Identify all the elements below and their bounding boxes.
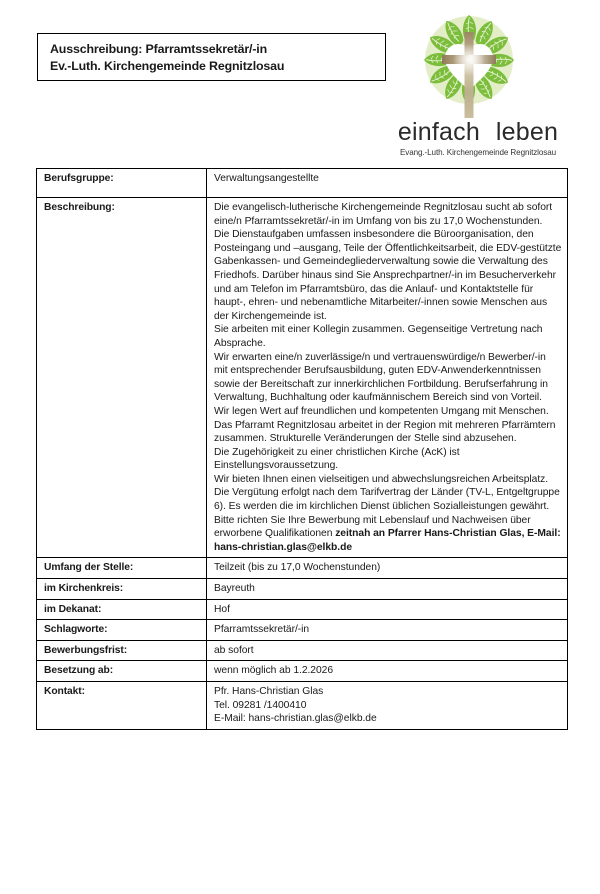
table-row-dekanat	[37, 599, 568, 620]
value-schlagworte: Pfarramtssekretär/-in	[207, 620, 568, 641]
logo-emblem-icon	[415, 10, 523, 118]
value-kirchenkreis: Bayreuth	[207, 579, 568, 600]
logo-subtitle: Evang.-Luth. Kirchengemeinde Regnitzlosau	[399, 148, 557, 157]
job-posting-title-box	[37, 33, 386, 81]
desc-paragraph-application	[214, 514, 562, 555]
table-row-berufsgruppe	[37, 169, 568, 198]
table-row-bewerbungsfrist	[37, 640, 568, 661]
desc-paragraph-1: Die evangelisch-lutherische Kirchengemeinde Regnitzlosau sucht ab sofort eine/n Pfarramtssekretär/-in im Umfang von bis zu 17,0 Wochenstunden.	[214, 202, 553, 227]
contact-phone: Tel. 09281 /1400410	[214, 699, 307, 711]
table-row-umfang	[37, 558, 568, 579]
value-bewerbungsfrist: ab sofort	[207, 640, 568, 661]
label-bewerbungsfrist: Bewerbungsfrist:	[37, 640, 207, 661]
logo-word-einfach: einfach	[397, 118, 480, 146]
page-header	[0, 0, 600, 160]
logo-wordmark	[383, 118, 573, 146]
label-besetzung: Besetzung ab:	[37, 661, 207, 682]
value-umfang: Teilzeit (bis zu 17,0 Wochenstunden)	[207, 558, 568, 579]
application-text-plain: Bitte richten Sie Ihre Bewerbung mit Lebenslauf und Nachweisen über erworbene Qualifikationen	[214, 514, 531, 540]
table-row-kirchenkreis	[37, 579, 568, 600]
table-row-schlagworte	[37, 620, 568, 641]
church-logo	[383, 10, 573, 160]
logo-word-leben: leben	[495, 118, 559, 146]
value-beschreibung	[207, 198, 568, 558]
label-schlagworte: Schlagworte:	[37, 620, 207, 641]
desc-paragraph-4: Wir erwarten eine/n zuverlässige/n und vertrauenswürdige/n Bewerber/-in mit entsprechender Berufsausbildung, guten EDV-Anwenderkenntnissen sowie der Bereitschaft zur innerkirchlichen Fortbildung. Berufserfahrung in Verwaltung, Buchhaltung oder kaufmännischem Bereich sind von Vorteil.	[214, 351, 548, 404]
value-berufsgruppe: Verwaltungsangestellte	[207, 169, 568, 198]
desc-paragraph-5: Wir legen Wert auf freundlichen und kompetenten Umgang mit Menschen.	[214, 405, 549, 417]
value-kontakt	[207, 682, 568, 730]
page-title-line-2: Ev.-Luth. Kirchengemeinde Regnitzlosau	[50, 58, 285, 73]
table-row-beschreibung	[37, 198, 568, 558]
table-row-besetzung	[37, 661, 568, 682]
label-kirchenkreis: im Kirchenkreis:	[37, 579, 207, 600]
job-details-table	[36, 168, 568, 730]
application-text-bold: zeitnah an Pfarrer Hans-Christian Glas, E-Mail: hans-christian.glas@elkb.de	[214, 528, 561, 553]
desc-paragraph-2: Die Dienstaufgaben umfassen insbesondere die Büroorganisation, den Posteingang und –ausgang, Teile der Öffentlichkeitsarbeit, die EDV-gestützte Gabenkassen- und Gemeindegliederverwaltung sowie die Verwaltung des Friedhofs. Darüber hinaus sind Sie Ansprechpartner/-in im Besucherverkehr und am Telefon im Pfarramtsbüro, das die Anlauf- und Kontaktstelle für haupt-, ehren- und nebenamtliche Mitarbeiter/-innen sowie Menschen aus der Kirchengemeinde ist.	[214, 229, 562, 322]
desc-paragraph-6: Das Pfarramt Regnitzlosau arbeitet in der Region mit mehreren Pfarrämtern zusammen. Strukturelle Veränderungen der Stelle sind abzusehen.	[214, 419, 556, 445]
label-berufsgruppe: Berufsgruppe:	[37, 169, 207, 198]
label-umfang: Umfang der Stelle:	[37, 558, 207, 579]
label-beschreibung: Beschreibung:	[37, 198, 207, 558]
label-kontakt: Kontakt:	[37, 682, 207, 730]
desc-paragraph-3: Sie arbeiten mit einer Kollegin zusammen. Gegenseitige Vertretung nach Absprache.	[214, 324, 543, 349]
value-besetzung: wenn möglich ab 1.2.2026	[207, 661, 568, 682]
label-dekanat: im Dekanat:	[37, 599, 207, 620]
table-row-kontakt	[37, 682, 568, 730]
value-dekanat: Hof	[207, 599, 568, 620]
desc-paragraph-8: Wir bieten Ihnen einen vielseitigen und abwechslungsreichen Arbeitsplatz. Die Vergütung erfolgt nach dem Tarifvertrag der Länder (TV-L, Entgeltgruppe 6). Es werden die im kirchlichen Dienst üblichen Sozialleistungen gewährt.	[214, 473, 560, 513]
contact-email: E-Mail: hans-christian.glas@elkb.de	[214, 713, 377, 725]
page-title-line-1: Ausschreibung: Pfarramtssekretär/-in	[50, 42, 268, 56]
desc-paragraph-7: Die Zugehörigkeit zu einer christlichen Kirche (AcK) ist Einstellungsvoraussetzung.	[214, 446, 460, 472]
contact-name: Pfr. Hans-Christian Glas	[214, 686, 324, 697]
